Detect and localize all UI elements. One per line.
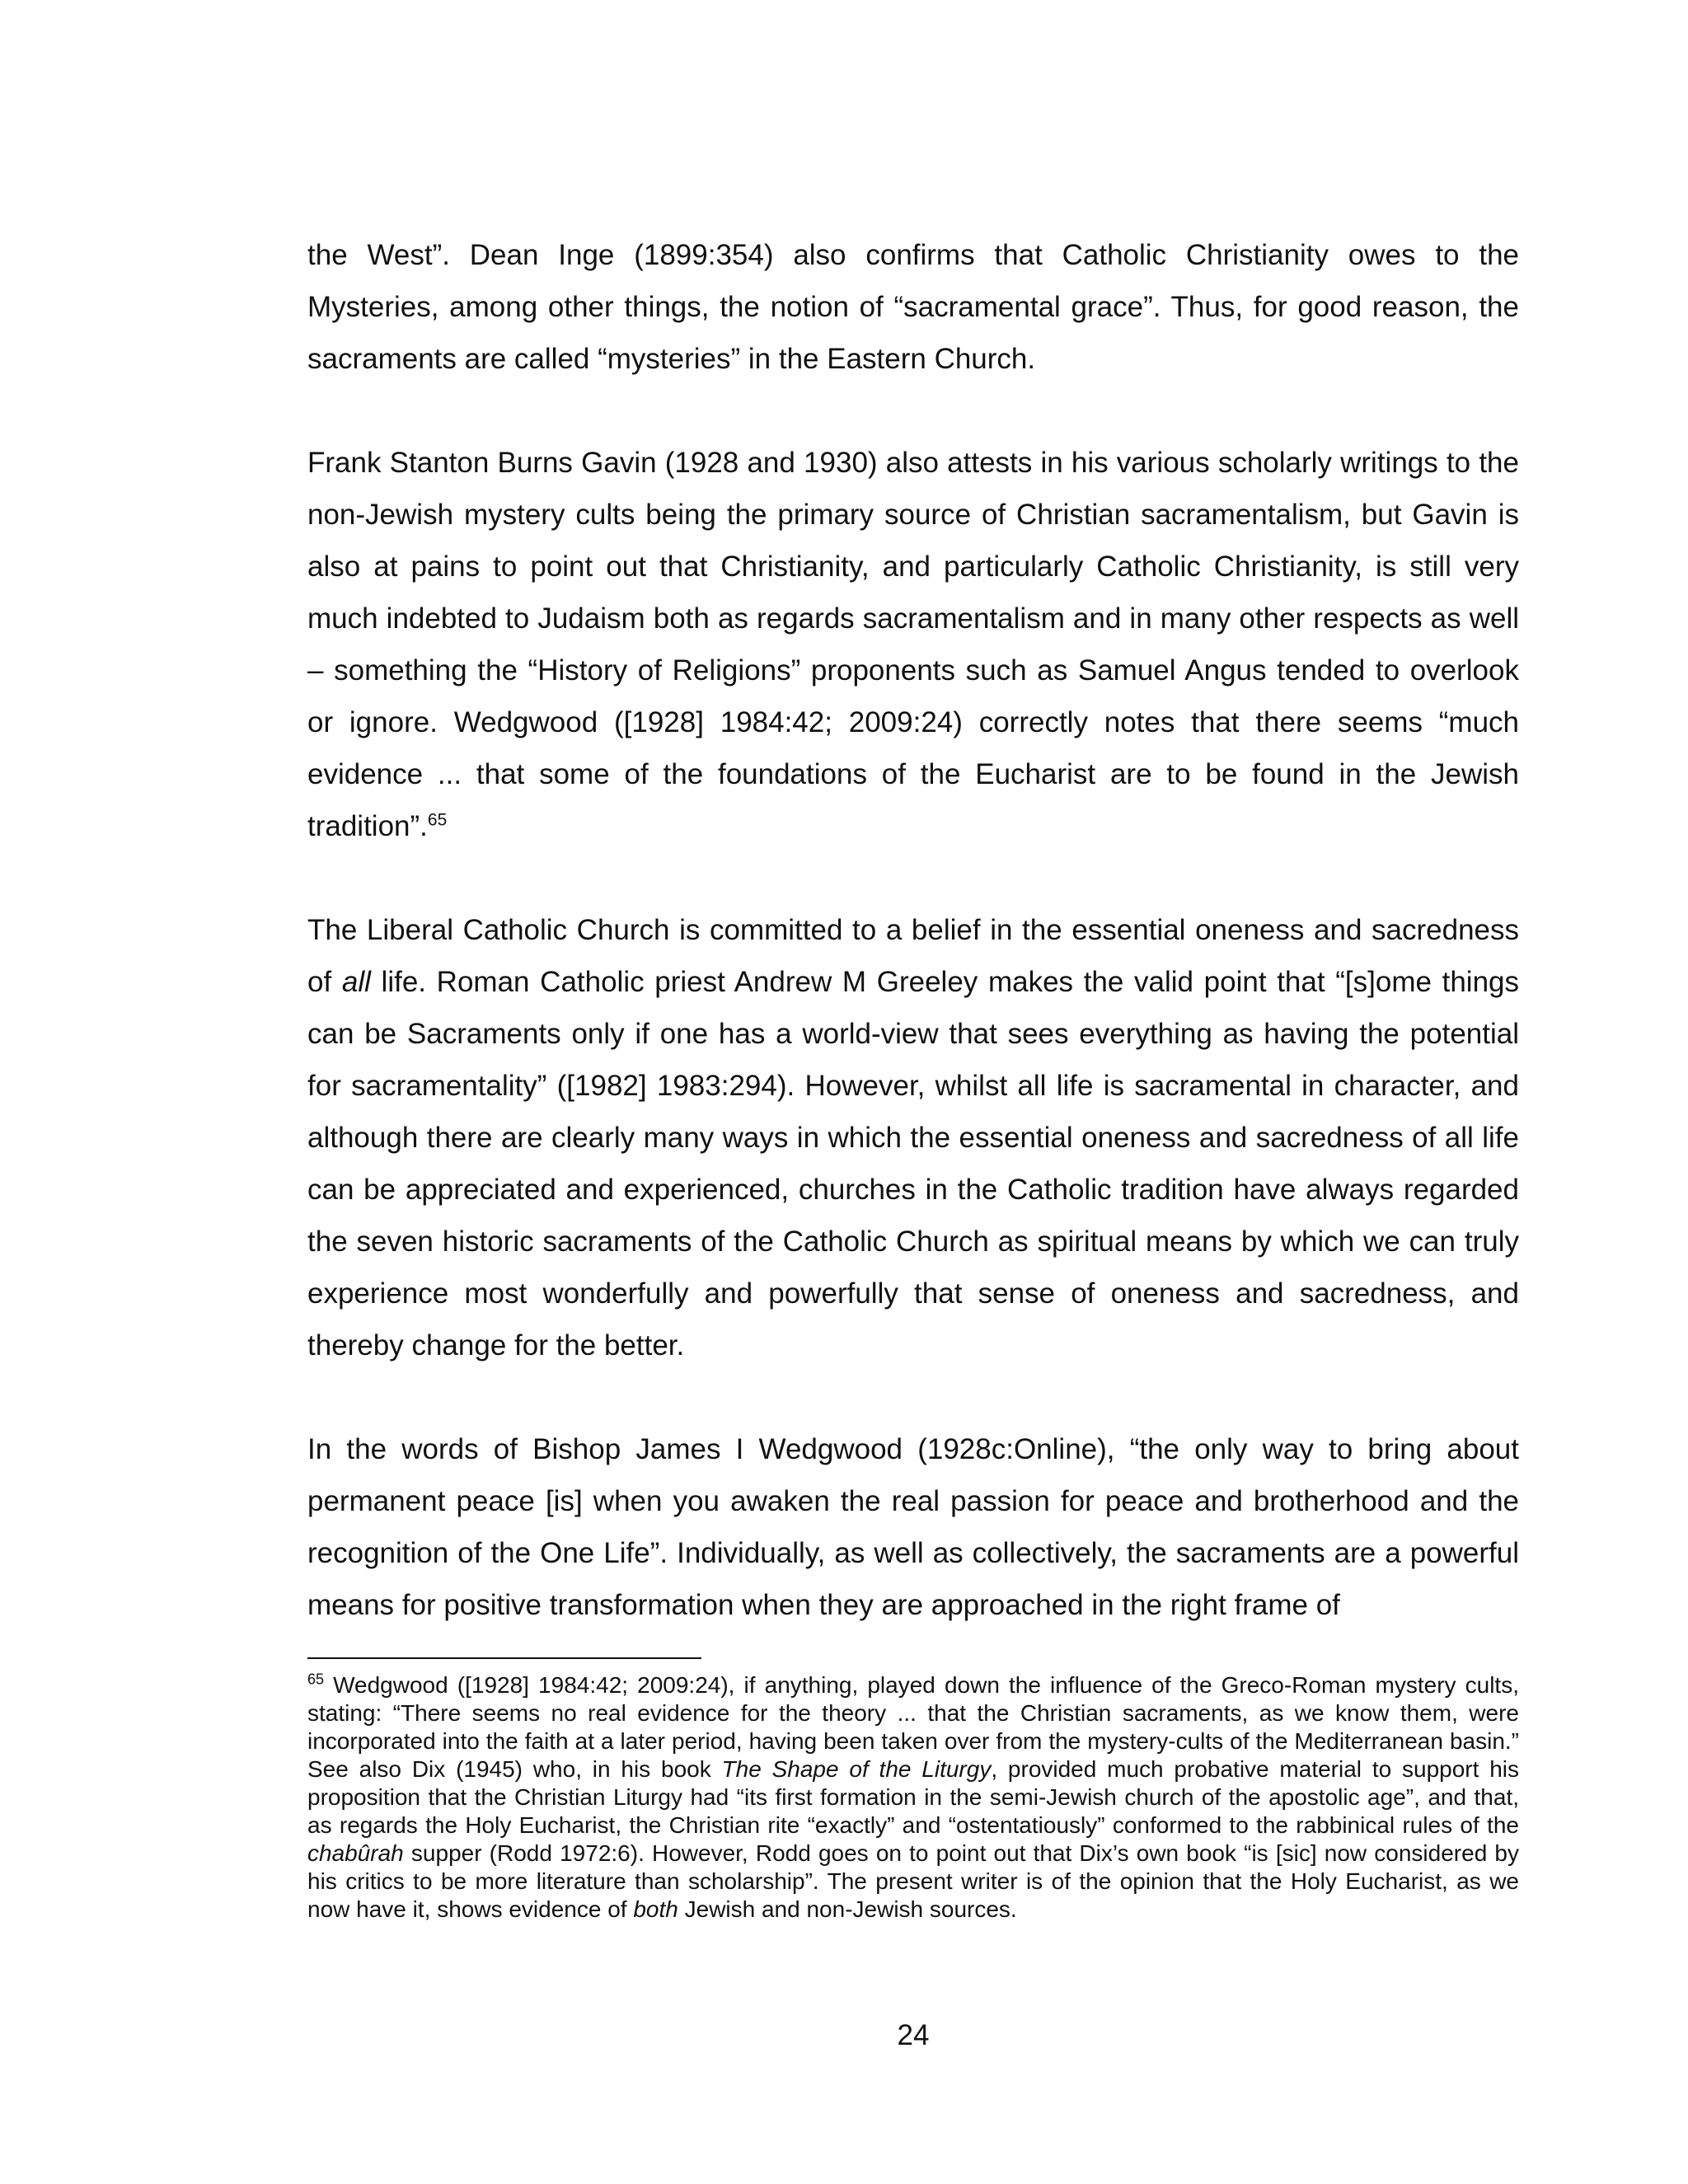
footnote-number: 65 <box>307 1671 325 1688</box>
footnote-term-chaburah: chabûrah <box>307 1840 404 1866</box>
body-text <box>307 229 1519 1631</box>
paragraph-2-text: Frank Stanton Burns Gavin (1928 and 1930) also attests in his various scholarly writings to the non-Jewish mystery cults being the primary source of Christian sacramentalism, but Gavin is also at pains to point out that Christianity, and particularly Catholic Christianity, is still very much indebted to Judaism both as regards sacramentalism and in many other respects as well – something the “History of Religions” proponents such as Samuel Angus tended to overlook or ignore. Wedgwood ([1928] 1984:42; 2009:24) correctly notes that there seems “much evidence ... that some of the foundations of the Eucharist are to be found in the Jewish tradition”. <box>307 447 1519 842</box>
footnote-text-b: , provided much probative material to support his proposition that the Christian Liturgy had “its first formation in the semi-Jewish church of the apostolic age”, and that, as regards the Holy Eucharist, the Christian rite “exactly” and “ostentatiously” conformed to the rabbinical rules of the <box>307 1756 1519 1838</box>
footnote-text-a: Wedgwood ([1928] 1984:42; 2009:24), if anything, played down the influence of the Greco-Roman mystery cults, stating: “There seems no real evidence for the theory ... that the Christian sacraments, as we know them, were incorporated into the faith at a later period, having been taken over from the mystery-cults of the Mediterranean basin.” See also Dix (1945) who, in his book <box>307 1672 1519 1782</box>
paragraph-1-text: the West”. Dean Inge (1899:354) also confirms that Catholic Christianity owes to the Mysteries, among other things, the notion of “sacramental grace”. Thus, for good reason, the sacraments are called “mysteries” in the Eastern Church. <box>307 239 1519 375</box>
paragraph-3-text-a: The Liberal Catholic Church is committed to a belief in the essential oneness and sacredness of <box>307 914 1519 998</box>
footnote-65 <box>307 1671 1519 1924</box>
paragraph-4-text: In the words of Bishop James I Wedgwood (1928c:Online), “the only way to bring about permanent peace [is] when you awaken the real passion for peace and brotherhood and the recognition of the One Life”. Individually, as well as collectively, the sacraments are a powerful means for positive transformation when they are approached in the right frame of <box>307 1433 1519 1621</box>
page-number: 24 <box>897 2019 930 2051</box>
footnote-reference-65[interactable]: 65 <box>427 810 448 830</box>
paragraph-2 <box>307 437 1519 852</box>
paragraph-3-text-b: life. Roman Catholic priest Andrew M Greeley makes the valid point that “[s]ome things can be Sacraments only if one has a world-view that sees everything as having the potential for sacramentality” ([1982] 1983:294). However, whilst all life is sacramental in character, and although there are clearly many ways in which the essential oneness and sacredness of all life can be appreciated and experienced, churches in the Catholic tradition have always regarded the seven historic sacraments of the Catholic Church as spiritual means by which we can truly experience most wonderfully and powerfully that sense of oneness and sacredness, and thereby change for the better. <box>307 966 1519 1361</box>
paragraph-3 <box>307 904 1519 1371</box>
footnote-text-c: supper (Rodd 1972:6). However, Rodd goes on to point out that Dix’s own book “is [sic] now considered by his critics to be more literature than scholarship”. The present writer is of the opinion that the Holy Eucharist, as we now have it, shows evidence of <box>307 1840 1519 1922</box>
footnote-emphasis-both: both <box>633 1896 678 1922</box>
footnote-text-d: Jewish and non-Jewish sources. <box>678 1896 1017 1922</box>
footnote-separator <box>307 1657 701 1659</box>
paragraph-3-emphasis: all <box>341 966 371 998</box>
paragraph-1 <box>307 229 1519 385</box>
footnote-book-title: The Shape of the Liturgy <box>721 1756 992 1782</box>
paragraph-4 <box>307 1423 1519 1631</box>
